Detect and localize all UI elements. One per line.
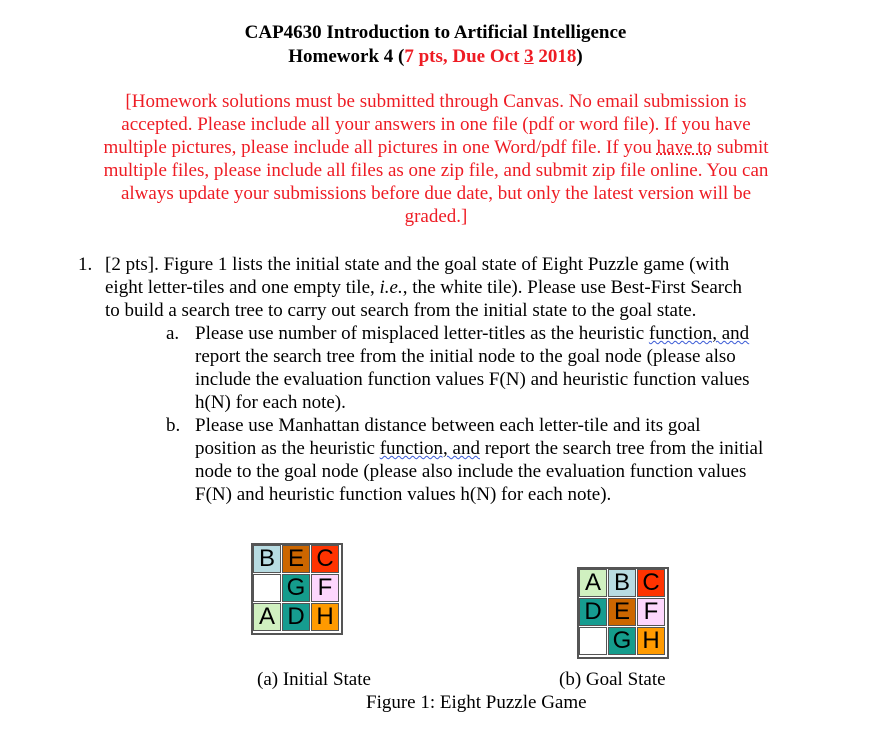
figure-caption: Figure 1: Eight Puzzle Game bbox=[366, 692, 587, 713]
puzzle-tile-h: H bbox=[311, 603, 339, 631]
puzzle-tile-f: F bbox=[637, 598, 665, 626]
question-line: to build a search tree to carry out search from the initial state to the goal state. bbox=[105, 300, 697, 321]
puzzle-tile-c: C bbox=[311, 545, 339, 573]
part-b-line bbox=[195, 437, 815, 460]
part-b-label: b. bbox=[166, 415, 181, 436]
notice-text: submit bbox=[712, 137, 769, 158]
hw-suffix: ) bbox=[576, 46, 583, 67]
puzzle-frame bbox=[577, 567, 669, 659]
hw-due-year: 2018 bbox=[533, 46, 577, 67]
hw-due-day: 3 bbox=[524, 46, 534, 67]
part-a-line: include the evaluation function values F(N) and heuristic function values bbox=[195, 369, 750, 390]
question-italic: i.e. bbox=[379, 277, 403, 298]
part-b-marked-text: function, and bbox=[379, 438, 480, 459]
puzzle-tile-g: G bbox=[608, 627, 636, 655]
part-a-marked-text: function, and bbox=[648, 323, 750, 344]
homework-title bbox=[0, 45, 871, 69]
puzzle-tile-a: A bbox=[579, 569, 607, 597]
puzzle-tile-b: B bbox=[608, 569, 636, 597]
hw-due-text: 7 pts, Due Oct bbox=[404, 46, 525, 67]
question-line: [2 pts]. Figure 1 lists the initial state and the goal state of Eight Puzzle game (with bbox=[105, 254, 730, 275]
notice-line: multiple files, please include all files as one zip file, and submit zip file online. You can bbox=[103, 160, 769, 181]
caption-initial-state: (a) Initial State bbox=[257, 669, 371, 690]
question-line bbox=[105, 276, 805, 299]
submission-notice bbox=[78, 90, 794, 228]
question-number: 1. bbox=[78, 254, 93, 275]
part-b-text: position as the heuristic bbox=[195, 438, 380, 459]
part-a-text: Please use number of misplaced letter-titles as the heuristic bbox=[195, 323, 649, 344]
caption-goal-state: (b) Goal State bbox=[559, 669, 666, 690]
puzzle-tile-h: H bbox=[637, 627, 665, 655]
notice-line: graded.] bbox=[404, 206, 468, 227]
notice-line: [Homework solutions must be submitted through Canvas. No email submission is bbox=[125, 91, 747, 112]
notice-line: always update your submissions before due date, but only the latest version will be bbox=[120, 183, 752, 204]
part-b-line: node to the goal node (please also include the evaluation function values bbox=[195, 461, 747, 482]
puzzle-tile-a: A bbox=[253, 603, 281, 631]
notice-text: multiple pictures, please include all pictures in one Word/pdf file. If you bbox=[103, 137, 657, 158]
part-a-line: report the search tree from the initial node to the goal node (please also bbox=[195, 346, 736, 367]
question-body bbox=[105, 253, 805, 322]
question-text: eight letter-tiles and one empty tile, bbox=[105, 277, 380, 298]
puzzle-frame bbox=[251, 543, 343, 635]
puzzle-tile-d: D bbox=[282, 603, 310, 631]
puzzle-tile-g: G bbox=[282, 574, 310, 602]
part-a-line: h(N) for each note). bbox=[195, 392, 346, 413]
puzzle-tile-b: B bbox=[253, 545, 281, 573]
part-a-line bbox=[195, 322, 815, 345]
part-b-line: F(N) and heuristic function values h(N) for each note). bbox=[195, 484, 612, 505]
hw-prefix: Homework 4 ( bbox=[288, 46, 405, 67]
notice-line: accepted. Please include all your answers in one file (pdf or word file). If you have bbox=[121, 114, 751, 135]
puzzle-tile-c: C bbox=[637, 569, 665, 597]
puzzle-tile-e: E bbox=[608, 598, 636, 626]
course-title: CAP4630 Introduction to Artificial Intelligence bbox=[244, 22, 627, 43]
notice-line bbox=[78, 136, 794, 159]
part-a-label: a. bbox=[166, 323, 180, 344]
puzzle-tile-d: D bbox=[579, 598, 607, 626]
part-b-text: report the search tree from the initial bbox=[479, 438, 764, 459]
puzzle-tile-e: E bbox=[282, 545, 310, 573]
part-a-body bbox=[195, 322, 815, 414]
notice-dotted-text: have to bbox=[656, 137, 713, 158]
puzzle-tile-f: F bbox=[311, 574, 339, 602]
question-text: , the white tile). Please use Best-First Search bbox=[402, 277, 743, 298]
part-b-line: Please use Manhattan distance between each letter-tile and its goal bbox=[195, 415, 701, 436]
part-b-body bbox=[195, 414, 815, 506]
hw-points-due bbox=[404, 46, 576, 67]
